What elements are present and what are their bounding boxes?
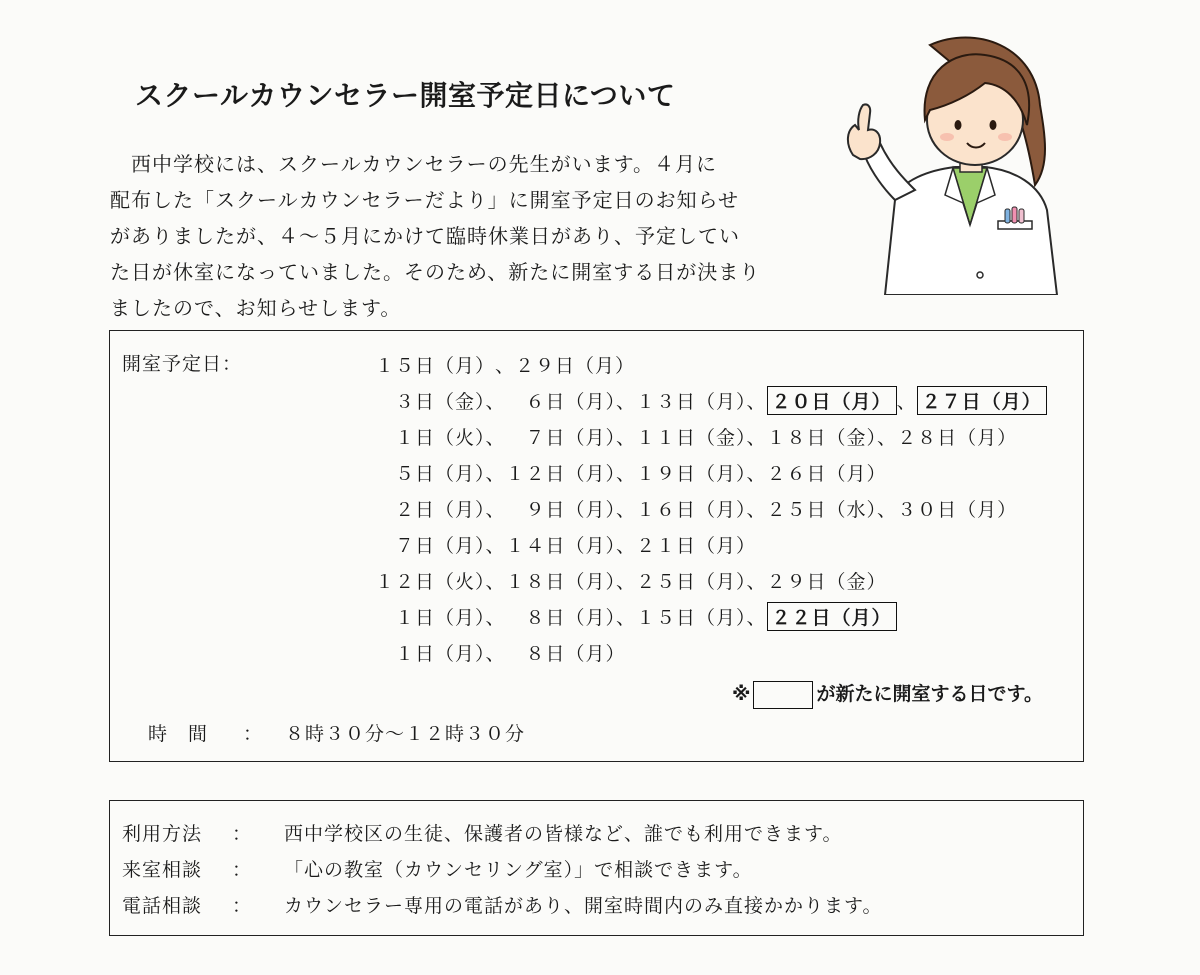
date-list — [355, 567, 887, 594]
info-colon: ： — [232, 895, 253, 917]
date-item: １３日（月）、 — [636, 391, 767, 413]
date-list — [355, 603, 897, 630]
new-date-item: ２２日（月） — [767, 602, 897, 631]
info-text: 西中学校区の生徒、保護者の皆様など、誰でも利用できます。 — [284, 823, 843, 845]
date-item: １５日（月）、 — [636, 607, 767, 629]
new-date-item: ２７日（月） — [917, 386, 1047, 415]
date-item: １５日（月） — [355, 355, 496, 377]
date-item: ３日（金）、 — [355, 391, 506, 413]
intro-line: 配布した「スクールカウンセラーだより」に開室予定日のお知らせ — [110, 188, 739, 212]
date-separator: 、 — [896, 391, 917, 413]
date-item: １２日（火）、 — [355, 571, 506, 593]
date-item: ９日（月）、 — [505, 499, 637, 521]
date-item: １６日（月）、 — [636, 499, 767, 521]
info-label: 来室相談 — [122, 859, 203, 881]
schedule-label: 開室予定日： — [122, 353, 243, 375]
date-item: ２１日（月） — [636, 535, 757, 557]
time-colon: ： — [243, 723, 264, 745]
date-item: ３０日（月） — [897, 499, 1018, 521]
date-item: ２５日（月）、 — [636, 571, 767, 593]
date-list — [355, 531, 756, 558]
date-list — [355, 495, 1017, 522]
date-item: １８日（金）、 — [766, 427, 898, 449]
info-row — [122, 891, 882, 918]
info-colon: ： — [232, 859, 253, 881]
date-item: ２８日（月） — [897, 427, 1018, 449]
intro-line: 西中学校には、スクールカウンセラーの先生がいます。４月に — [110, 152, 717, 176]
new-date-item: ２０日（月） — [767, 386, 897, 415]
date-item: ８日（月）、 — [505, 607, 637, 629]
info-colon: ： — [232, 823, 253, 845]
date-item: １日（月）、 — [355, 607, 506, 629]
date-list — [355, 459, 887, 486]
time-row — [148, 719, 525, 746]
time-label: 時 間 — [148, 723, 209, 745]
intro-line: がありましたが、４～５月にかけて臨時休業日があり、予定してい — [110, 224, 740, 248]
date-list — [355, 639, 626, 666]
info-text: カウンセラー専用の電話があり、開室時間内のみ直接かかります。 — [284, 895, 883, 917]
date-item: １日（月）、 — [355, 643, 506, 665]
info-box — [109, 800, 1084, 936]
intro-line: た日が休室になっていました。そのため、新たに開室する日が決まり — [110, 260, 761, 284]
info-row — [122, 855, 753, 882]
date-item: ２５日（水）、 — [766, 499, 898, 521]
date-item: １９日（月）、 — [636, 463, 767, 485]
date-item: ２日（月）、 — [355, 499, 506, 521]
info-row — [122, 819, 842, 846]
legend-box — [753, 681, 813, 709]
date-item: １８日（月）、 — [505, 571, 637, 593]
date-item: １４日（月）、 — [505, 535, 637, 557]
new-date-note — [732, 679, 1043, 709]
note-prefix: ※ — [732, 683, 751, 705]
date-item: ２６日（月） — [766, 463, 887, 485]
schedule-box — [109, 330, 1084, 762]
info-label: 電話相談 — [122, 895, 203, 917]
date-item: ２９日（金） — [766, 571, 887, 593]
date-item: １１日（金）、 — [636, 427, 767, 449]
info-label: 利用方法 — [122, 823, 203, 845]
date-item: １日（火）、 — [355, 427, 506, 449]
date-item: １２日（月）、 — [505, 463, 637, 485]
note-text: が新たに開室する日です。 — [816, 683, 1043, 705]
time-value: ８時３０分～１２時３０分 — [285, 723, 526, 745]
date-item: ５日（月）、 — [355, 463, 506, 485]
date-item: ６日（月）、 — [505, 391, 637, 413]
date-item: 、２９日（月） — [495, 355, 636, 377]
date-item: ７日（月）、 — [505, 427, 637, 449]
date-item: ８日（月） — [505, 643, 626, 665]
date-item: ７日（月）、 — [355, 535, 506, 557]
date-list — [355, 351, 635, 378]
page-title: スクールカウンセラー開室予定日について — [135, 79, 676, 112]
intro-line: ましたので、お知らせします。 — [110, 296, 402, 320]
info-text: 「心の教室（カウンセリング室）」で相談できます。 — [284, 859, 753, 881]
date-list — [355, 387, 1047, 414]
intro-paragraph — [110, 146, 810, 326]
date-list — [355, 423, 1017, 450]
counselor-illustration — [835, 25, 1070, 295]
